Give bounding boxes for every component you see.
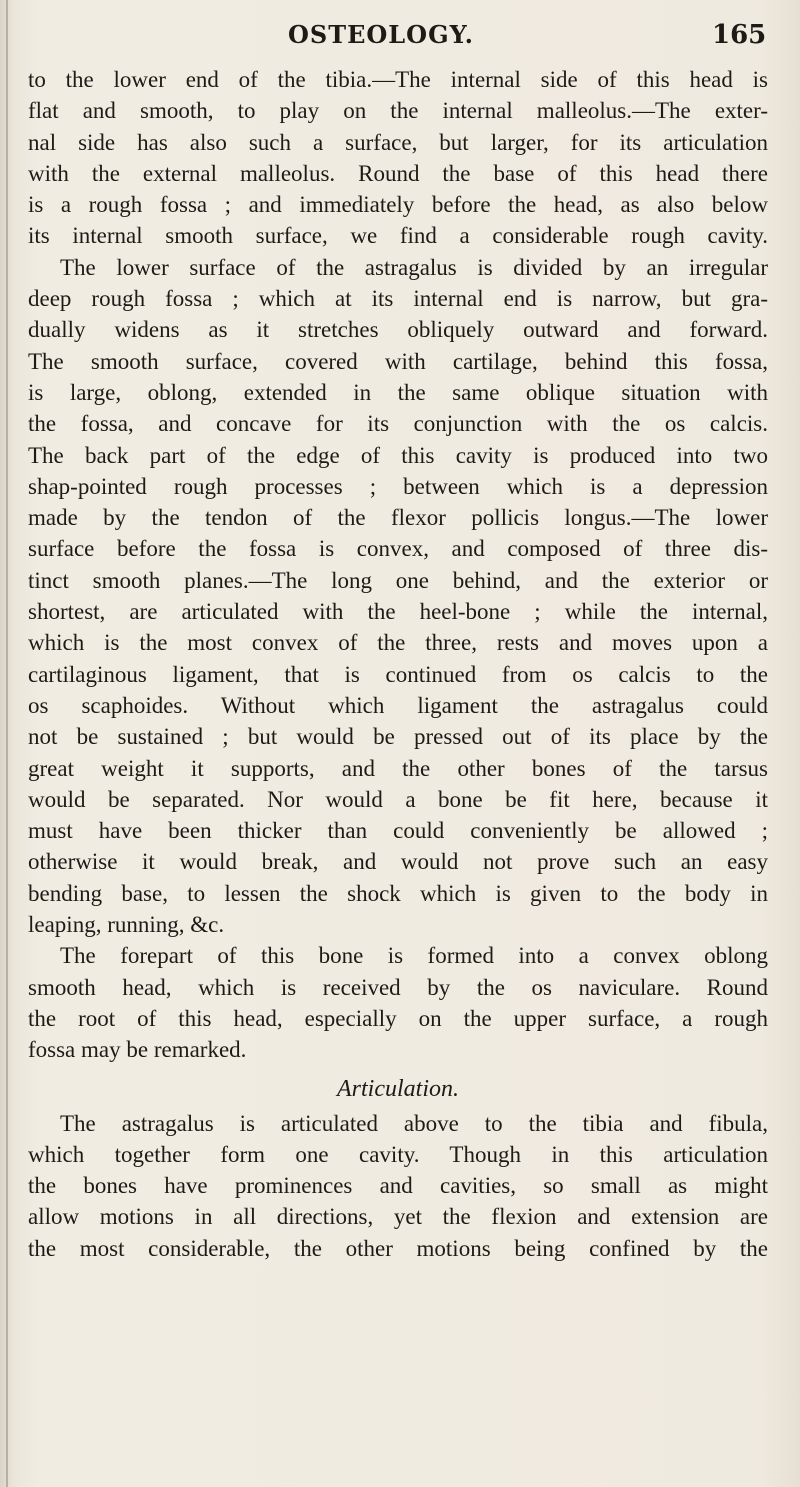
- paragraph-4: [28, 1108, 768, 1264]
- text-line: dually widens as it stretches obliquely outward and forward.: [28, 317, 768, 343]
- text-line: leaping, running, &c.: [28, 912, 225, 938]
- text-line: is a rough fossa ; and immediately before the head, as also below: [28, 192, 768, 218]
- text-line: The lower surface of the astragalus is divided by an irregular: [60, 254, 768, 280]
- page-number: 165: [712, 20, 767, 50]
- text-line: is large, oblong, extended in the same oblique situation with: [28, 379, 768, 405]
- text-line: which together form one cavity. Though in this articulation: [28, 1141, 768, 1167]
- page-header: [0, 20, 800, 60]
- text-line: flat and smooth, to play on the internal malleolus.—The exter-: [28, 98, 768, 124]
- running-title: OSTEOLOGY.: [288, 20, 474, 49]
- text-line: which is the most convex of the three, rests and moves upon a: [28, 630, 768, 656]
- text-line: made by the tendon of the flexor pollicis longus.—The lower: [28, 505, 768, 531]
- text-line: its internal smooth surface, we find a considerable rough cavity.: [28, 223, 768, 249]
- text-line: would be separated. Nor would a bone be fit here, because it: [28, 786, 768, 812]
- text-line: to the lower end of the tibia.—The internal side of this head is: [28, 67, 768, 92]
- text-line: bending base, to lessen the shock which is given to the body in: [28, 880, 768, 906]
- text-line: must have been thicker than could conveniently be allowed ;: [28, 818, 768, 844]
- text-line: The forepart of this bone is formed into a convex oblong: [60, 943, 768, 969]
- text-line: tinct smooth planes.—The long one behind, and the exterior or: [28, 567, 768, 593]
- text-line: shortest, are articulated with the heel-bone ; while the internal,: [28, 599, 768, 625]
- section-heading: Articulation.: [337, 1075, 459, 1102]
- text-line: allow motions in all directions, yet the flexion and extension are: [28, 1204, 768, 1230]
- text-line: the most considerable, the other motions being confined by the: [28, 1235, 768, 1261]
- text-line: The back part of the edge of this cavity is produced into two: [28, 442, 768, 468]
- text-line: smooth head, which is received by the os naviculare. Round: [28, 974, 768, 1000]
- text-line: The smooth surface, covered with cartilage, behind this fossa,: [28, 348, 768, 374]
- text-line: not be sustained ; but would be pressed out of its place by the: [28, 724, 768, 750]
- text-line: shap-pointed rough processes ; between which is a depression: [28, 473, 768, 499]
- paragraph-3: [28, 940, 768, 1065]
- paragraph-2: [28, 252, 768, 941]
- text-line: the bones have prominences and cavities, so small as might: [28, 1173, 768, 1199]
- text-line: otherwise it would break, and would not prove such an easy: [28, 849, 768, 875]
- text-line: cartilaginous ligament, that is continued from os calcis to the: [28, 661, 768, 687]
- text-line: great weight it supports, and the other bones of the tarsus: [28, 755, 768, 781]
- text-line: with the external malleolus. Round the base of this head there: [28, 160, 768, 186]
- body-text: [28, 64, 768, 1264]
- text-line: the root of this head, especially on the upper surface, a rough: [28, 1005, 768, 1031]
- text-line: os scaphoides. Without which ligament the astragalus could: [28, 692, 768, 718]
- text-line: surface before the fossa is convex, and composed of three dis-: [28, 536, 768, 562]
- paragraph-1: [28, 64, 768, 252]
- text-line: The astragalus is articulated above to the tibia and fibula,: [60, 1110, 768, 1136]
- text-line: the fossa, and concave for its conjunction with the os calcis.: [28, 411, 768, 437]
- gutter-edge: [6, 0, 8, 1487]
- text-line: fossa may be remarked.: [28, 1037, 247, 1063]
- text-line: nal side has also such a surface, but larger, for its articulation: [28, 129, 768, 155]
- text-line: deep rough fossa ; which at its internal end is narrow, but gra-: [28, 286, 768, 312]
